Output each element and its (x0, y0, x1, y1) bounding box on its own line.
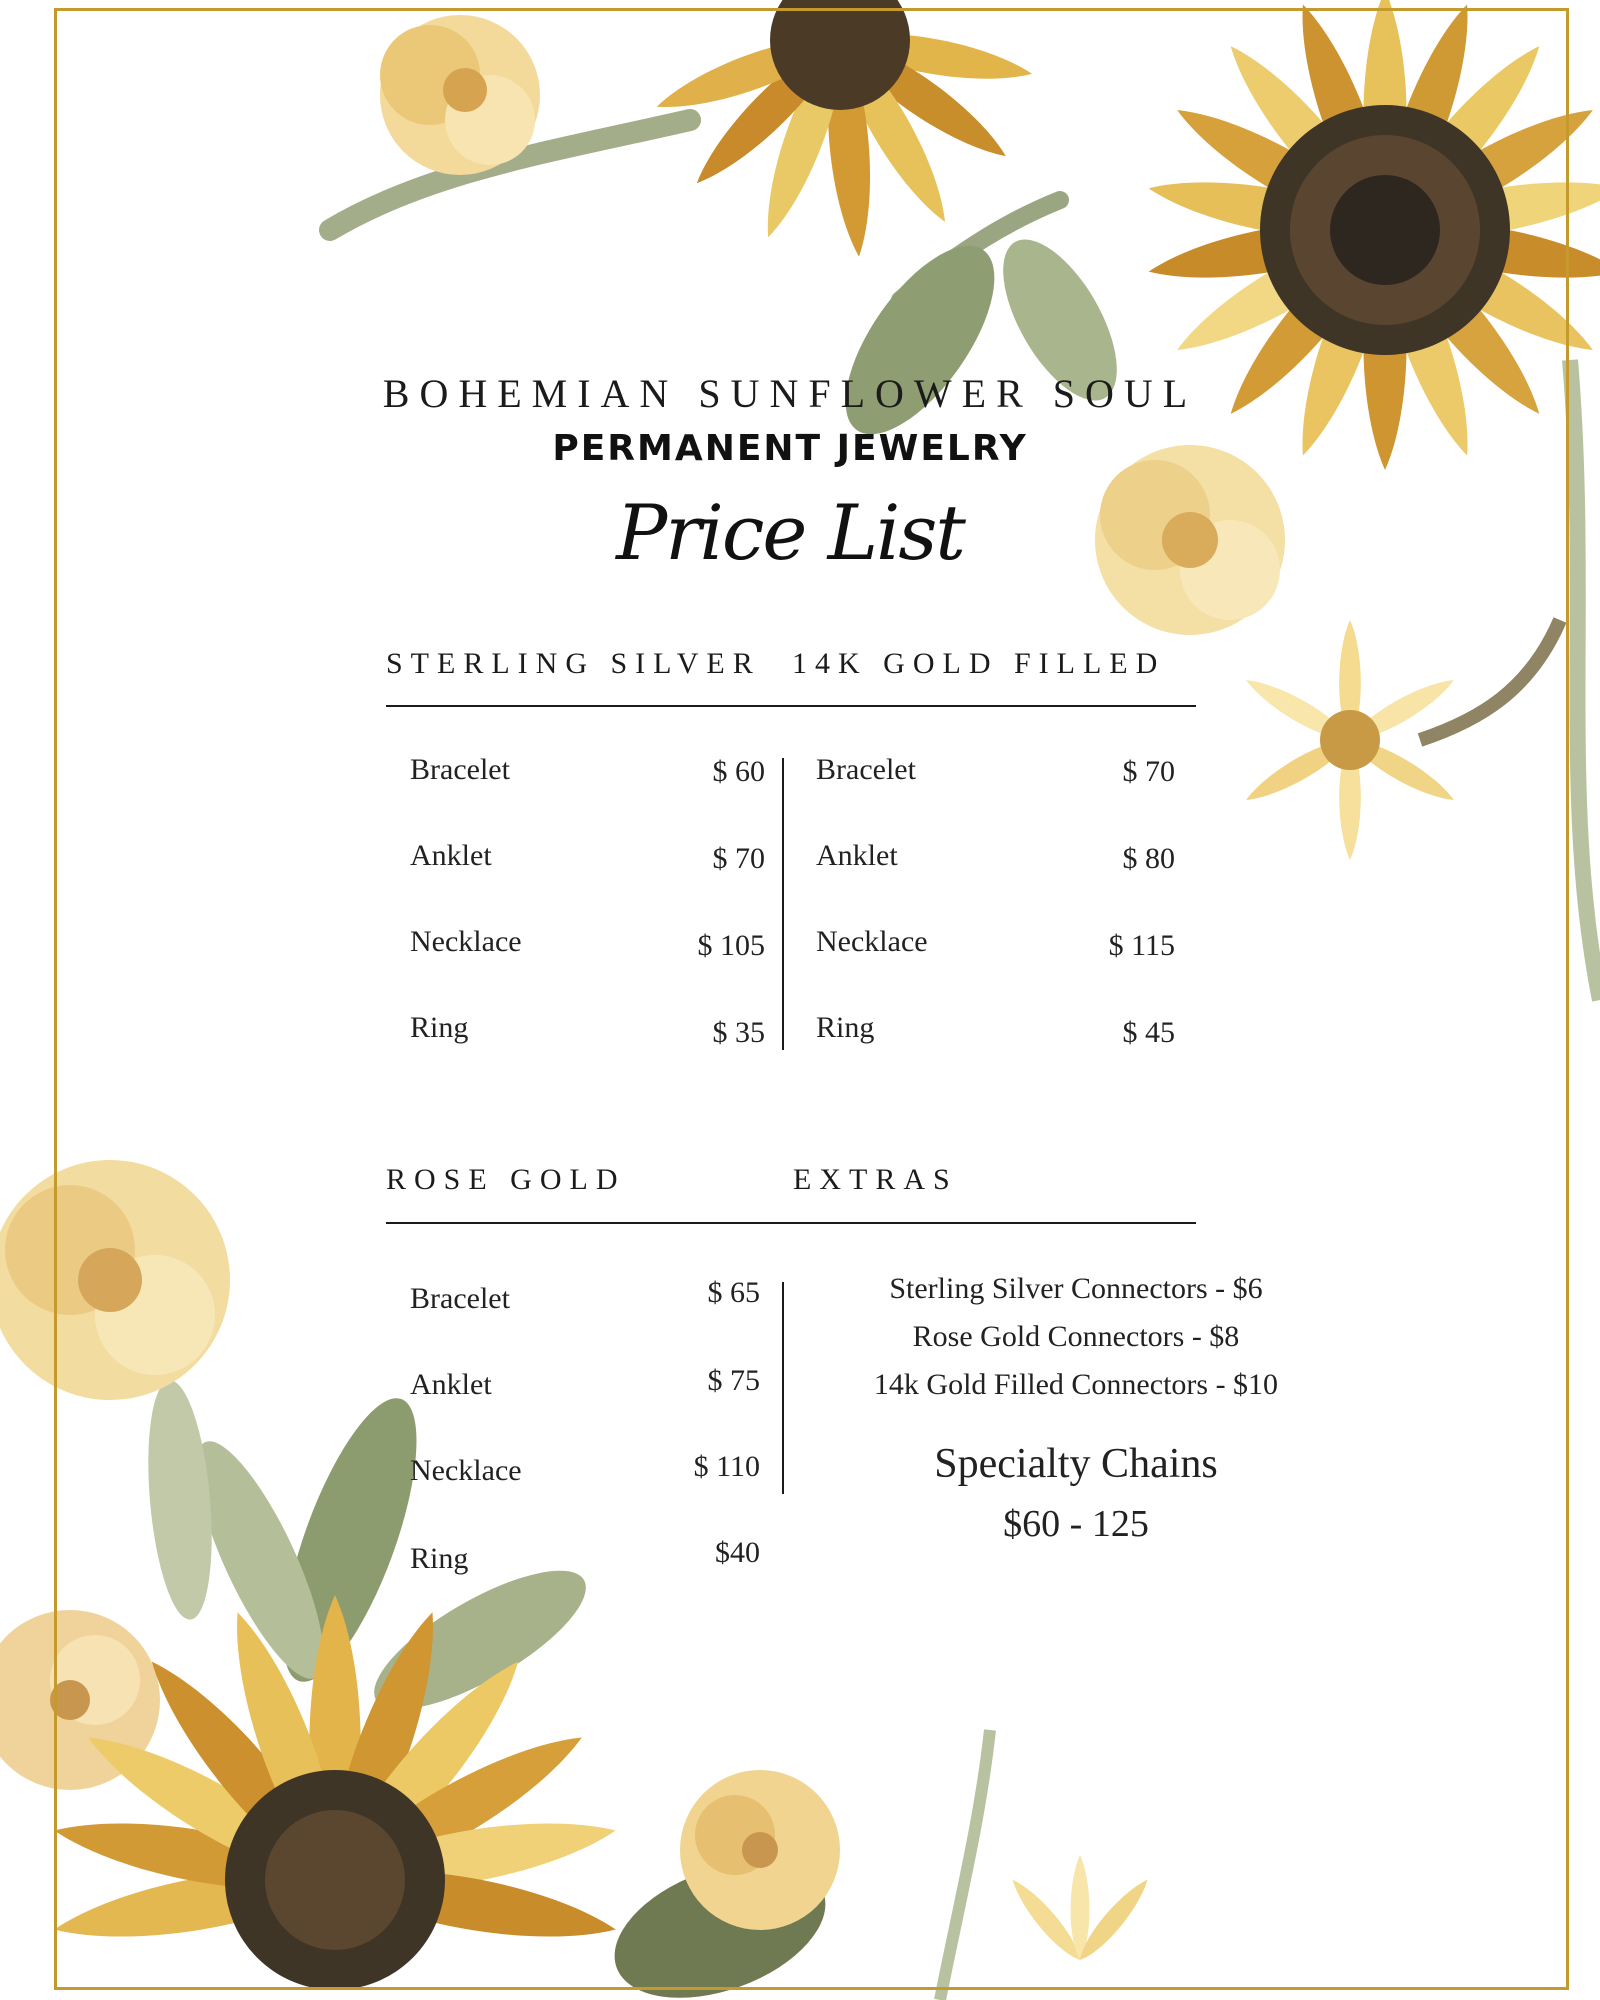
rose-item-price: $ 75 (707, 1364, 760, 1397)
section-divider-bottom (386, 1222, 1196, 1224)
silver-item-price: $ 105 (697, 929, 765, 962)
heading-extras: EXTRAS (793, 1163, 958, 1196)
price-list-title: Price List (616, 488, 964, 577)
rose-item-name: Ring (410, 1542, 469, 1575)
silver-item-name: Ring (410, 1011, 469, 1044)
rose-item-name: Necklace (410, 1454, 522, 1487)
specialty-chains-label: Specialty Chains (934, 1441, 1218, 1487)
heading-gold-filled: 14K GOLD FILLED (792, 647, 1166, 680)
silver-item-price: $ 70 (712, 842, 765, 875)
silver-item-price: $ 60 (712, 755, 765, 788)
silver-item-price: $ 35 (712, 1016, 765, 1049)
gold-item-name: Necklace (816, 925, 928, 958)
gold-item-price: $ 80 (1122, 842, 1175, 875)
column-divider-top (782, 758, 784, 1050)
rose-item-price: $40 (715, 1536, 760, 1569)
section-divider-top (386, 705, 1196, 707)
gold-item-name: Bracelet (816, 753, 916, 786)
rose-item-name: Bracelet (410, 1282, 510, 1315)
column-divider-bottom (782, 1282, 784, 1494)
heading-sterling-silver: STERLING SILVER (386, 647, 761, 680)
rose-item-price: $ 110 (693, 1450, 760, 1483)
rose-item-name: Anklet (410, 1368, 492, 1401)
subtitle: PERMANENT JEWELRY (552, 428, 1028, 469)
extra-item: Sterling Silver Connectors - $6 (889, 1272, 1263, 1305)
silver-item-name: Necklace (410, 925, 522, 958)
gold-item-price: $ 70 (1122, 755, 1175, 788)
extra-item: 14k Gold Filled Connectors - $10 (873, 1368, 1279, 1401)
specialty-chains-price: $60 - 125 (1003, 1503, 1149, 1545)
silver-item-name: Anklet (410, 839, 492, 872)
gold-item-name: Ring (816, 1011, 875, 1044)
silver-item-name: Bracelet (410, 753, 510, 786)
gold-item-name: Anklet (816, 839, 898, 872)
heading-rose-gold: ROSE GOLD (386, 1163, 626, 1196)
brand-name: BOHEMIAN SUNFLOWER SOUL (382, 371, 1198, 416)
rose-item-price: $ 65 (707, 1276, 760, 1309)
gold-item-price: $ 45 (1122, 1016, 1175, 1049)
extra-item: Rose Gold Connectors - $8 (912, 1320, 1240, 1353)
gold-item-price: $ 115 (1108, 929, 1175, 962)
